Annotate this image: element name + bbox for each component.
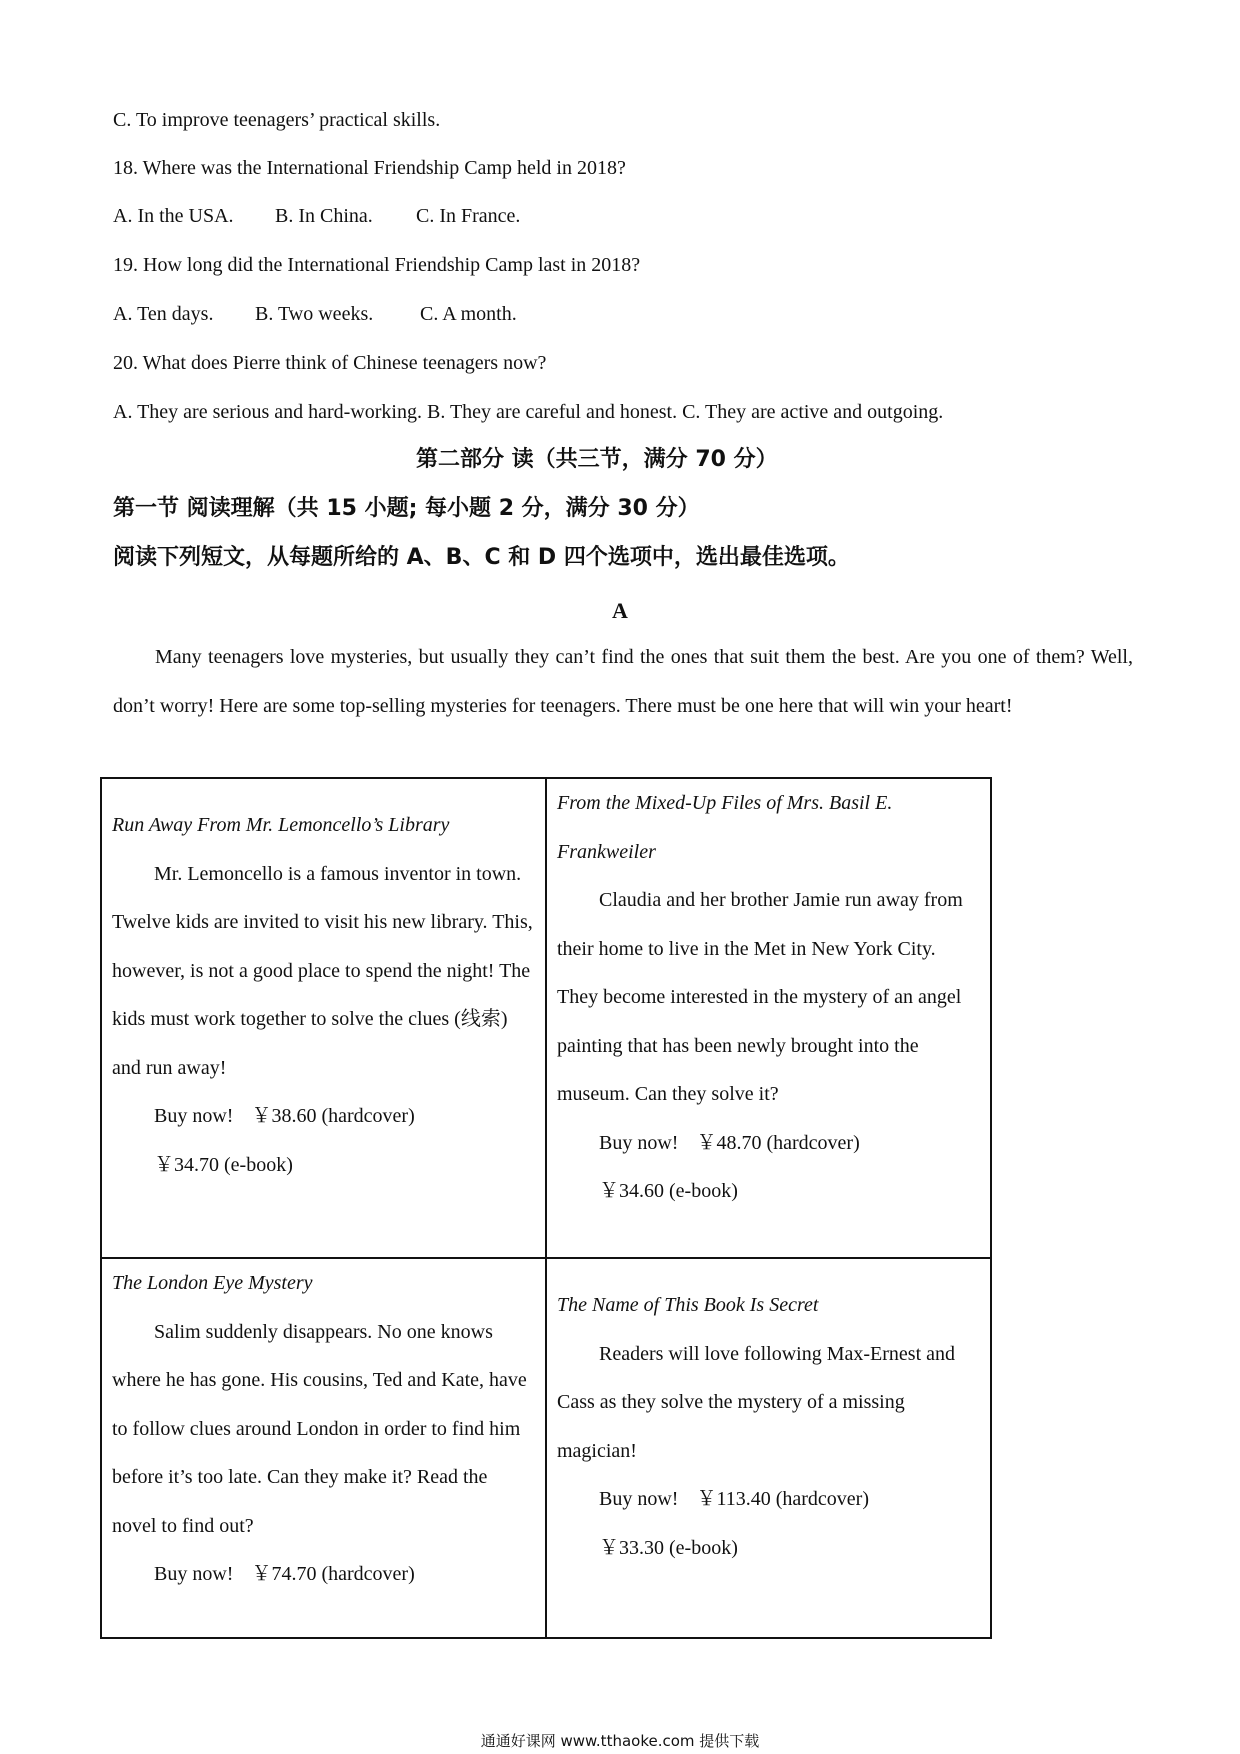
subsection-title: 第一节 阅读理解（共 15 小题; 每小题 2 分，满分 30 分）	[113, 496, 700, 521]
q17-option-c: C. To improve teenagers’ practical skills.	[113, 109, 441, 131]
passage-intro: Many teenagers love mysteries, but usually they can’t find the ones that suit them the best. Are you one of them? Well, don’t worry! Here are some top-selling mysteries for teenagers. There must be one here that will win your heart!	[113, 646, 1133, 717]
q19-option-a: A. Ten days.	[113, 303, 214, 325]
q18-option-b: B. In China.	[275, 205, 373, 227]
part-title: 第二部分 读（共三节，满分 70 分）	[416, 447, 778, 472]
book-description: Claudia and her brother Jamie run away from their home to live in the Met in New York City. They become interested in the mystery of an angel painting that has been newly brought into the museum. Can they solve it?	[557, 889, 963, 1105]
book-cell	[101, 1258, 546, 1638]
hardcover-price: ￥38.60 (hardcover)	[251, 1105, 415, 1127]
book-title: Run Away From Mr. Lemoncello’s Library	[112, 814, 450, 836]
book-cell	[546, 1258, 991, 1638]
q19-options	[113, 302, 517, 326]
book-title: The London Eye Mystery	[112, 1272, 313, 1294]
buy-now-label: Buy now!	[599, 1488, 679, 1510]
passage-label: A	[612, 598, 628, 623]
footer-download-link[interactable]: 通通好课网 www.tthaoke.com 提供下载	[480, 1732, 760, 1750]
ebook-price: ￥34.70 (e-book)	[154, 1153, 293, 1176]
instruction: 阅读下列短文，从每题所给的 A、B、C 和 D 四个选项中，选出最佳选项。	[113, 545, 850, 570]
q20-options: A. They are serious and hard-working. B. They are careful and honest. C. They are active and outgoing.	[113, 401, 944, 423]
book-description: Readers will love following Max-Ernest and Cass as they solve the mystery of a missing magician!	[557, 1342, 956, 1462]
book-title: The Name of This Book Is Secret	[557, 1294, 819, 1316]
book-description: Salim suddenly disappears. No one knows where he has gone. His cousins, Ted and Kate, have to follow clues around London in order to find him before it’s too late. Can they make it? Read the novel to find out?	[112, 1320, 527, 1537]
hardcover-price: ￥48.70 (hardcover)	[696, 1131, 860, 1154]
buy-now-label: Buy now!	[599, 1131, 679, 1154]
hardcover-price: ￥113.40 (hardcover)	[696, 1488, 869, 1510]
book-cell	[101, 778, 546, 1258]
q19-option-c: C. A month.	[420, 303, 517, 325]
hardcover-price: ￥74.70 (hardcover)	[251, 1563, 415, 1585]
book-description: Mr. Lemoncello is a famous inventor in town. Twelve kids are invited to visit his new library. This, however, is not a good place to spend the night! The kids must work together to solve the clues (线索) and run away!	[112, 862, 533, 1079]
book-table	[100, 777, 992, 1639]
buy-now-label: Buy now!	[154, 1563, 234, 1585]
q18-option-a: A. In the USA.	[113, 205, 234, 227]
ebook-price: ￥33.30 (e-book)	[599, 1536, 738, 1559]
book-title: From the Mixed-Up Files of Mrs. Basil E. Frankweiler	[557, 792, 893, 863]
q19-option-b: B. Two weeks.	[255, 303, 374, 325]
book-price-hardcover	[112, 1092, 535, 1141]
book-price-hardcover	[557, 1475, 980, 1524]
book-price-hardcover	[112, 1550, 535, 1599]
book-price-hardcover	[557, 1119, 980, 1168]
book-cell	[546, 778, 991, 1258]
q20-stem: 20. What does Pierre think of Chinese teenagers now?	[113, 352, 547, 374]
q18-option-c: C. In France.	[416, 205, 521, 227]
q18-options	[113, 204, 520, 228]
q19-stem: 19. How long did the International Friendship Camp last in 2018?	[113, 254, 641, 276]
q18-stem: 18. Where was the International Friendship Camp held in 2018?	[113, 157, 626, 179]
buy-now-label: Buy now!	[154, 1105, 234, 1127]
ebook-price: ￥34.60 (e-book)	[599, 1180, 738, 1202]
